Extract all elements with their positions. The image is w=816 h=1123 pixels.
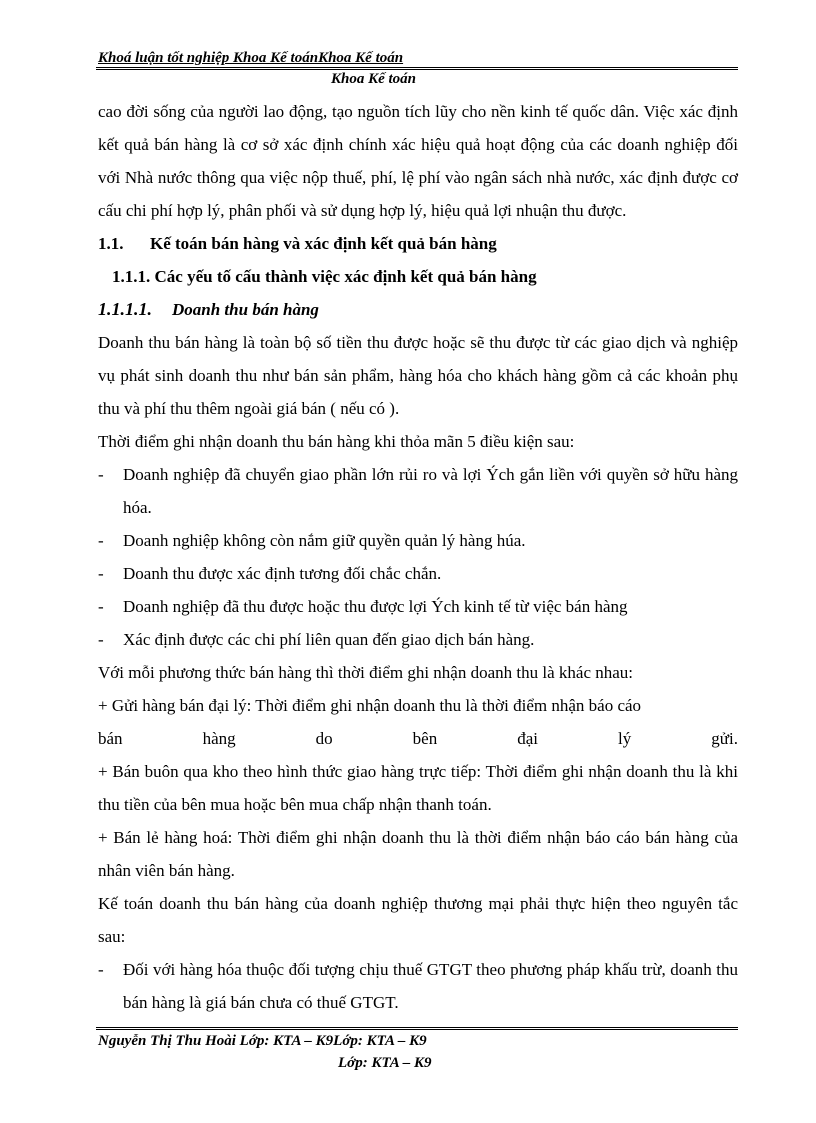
bullet-dash: - bbox=[98, 960, 104, 979]
document-body bbox=[98, 95, 738, 1019]
header-title: Khoá luận tốt nghiệp Khoa Kế toánKhoa Kế toán bbox=[98, 50, 404, 66]
bullet-dash: - bbox=[98, 597, 104, 616]
paragraph-principles-intro: Kế toán doanh thu bán hàng của doanh nghiệp thương mại phải thực hiện theo nguyên tắc sau: bbox=[98, 894, 738, 946]
subsubsection-number: 1.1.1.1. bbox=[98, 299, 152, 319]
bullet-dash: - bbox=[98, 465, 104, 484]
section-number: 1.1. bbox=[98, 234, 124, 253]
list-item: - Doanh thu được xác định tương đối chắc chắn. bbox=[98, 557, 738, 590]
header-divider bbox=[96, 67, 738, 70]
bullet-dash: - bbox=[98, 531, 104, 550]
paragraph-retail: + Bán lẻ hàng hoá: Thời điểm ghi nhận doanh thu là thời điểm nhận báo cáo bán hàng của nhân viên bán hàng. bbox=[98, 828, 738, 880]
section-heading bbox=[98, 227, 738, 260]
list-item: - Doanh nghiệp đã thu được hoặc thu được lợi Ých kinh tế từ việc bán hàng bbox=[98, 590, 738, 623]
bullet-dash: - bbox=[98, 564, 104, 583]
paragraph-conditions-intro: Thời điểm ghi nhận doanh thu bán hàng khi thỏa mãn 5 điều kiện sau: bbox=[98, 432, 575, 451]
paragraph-definition: Doanh thu bán hàng là toàn bộ số tiền thu được hoặc sẽ thu được từ các giao dịch và nghiệp vụ phát sinh doanh thu như bán sản phẩm, hàng hóa cho khách hàng gồm cả các khoản phụ thu và phí thu thêm ngoài giá bán ( nếu có ). bbox=[98, 333, 738, 418]
list-item: - Doanh nghiệp không còn nắm giữ quyền quản lý hàng húa. bbox=[98, 524, 738, 557]
subsubsection-title: Doanh thu bán hàng bbox=[172, 300, 319, 319]
paragraph-agency-line1: + Gửi hàng bán đại lý: Thời điểm ghi nhận doanh thu là thời điểm nhận báo cáo bbox=[98, 696, 642, 715]
footer-author: Nguyễn Thị Thu Hoài Lớp: KTA – K9Lớp: KTA – K9 bbox=[98, 1033, 427, 1049]
footer-divider bbox=[96, 1027, 738, 1030]
section-title: Kế toán bán hàng và xác định kết quả bán hàng bbox=[150, 234, 497, 253]
header-subtitle: Khoa Kế toán bbox=[331, 71, 417, 87]
paragraph-wholesale: + Bán buôn qua kho theo hình thức giao hàng trực tiếp: Thời điểm ghi nhận doanh thu là khi thu tiền của bên mua hoặc bên mua chấp nhận thanh toán. bbox=[98, 762, 738, 814]
bullet-dash: - bbox=[98, 630, 104, 649]
list-item: - Doanh nghiệp đã chuyển giao phần lớn rủi ro và lợi Ých gắn liền với quyền sở hữu hàng hóa. bbox=[98, 458, 738, 524]
footer-class: Lớp: KTA – K9 bbox=[338, 1055, 432, 1071]
list-item: - Xác định được các chi phí liên quan đến giao dịch bán hàng. bbox=[98, 623, 738, 656]
paragraph-agency-line2: bán hàng do bên đại lý gửi. bbox=[98, 729, 738, 748]
paragraph-methods-intro: Với mỗi phương thức bán hàng thì thời điểm ghi nhận doanh thu là khác nhau: bbox=[98, 663, 634, 682]
subsection-heading: 1.1.1. Các yếu tố cấu thành việc xác định kết quả bán hàng bbox=[112, 267, 537, 286]
list-item: - Đối với hàng hóa thuộc đối tượng chịu thuế GTGT theo phương pháp khấu trừ, doanh thu bán hàng là giá bán chưa có thuế GTGT. bbox=[98, 953, 738, 1019]
subsubsection-heading bbox=[98, 293, 738, 326]
paragraph-intro: cao đời sống của người lao động, tạo nguồn tích lũy cho nền kinh tế quốc dân. Việc xác định kết quả bán hàng là cơ sở xác định chính xác hiệu quả hoạt động của các doanh nghiệp đối với Nhà nước thông qua việc nộp thuế, phí, lệ phí vào ngân sách nhà nước, xác định được cơ cấu chi phí hợp lý, phân phối và sử dụng hợp lý, hiệu quả lợi nhuận thu được. bbox=[98, 102, 738, 220]
